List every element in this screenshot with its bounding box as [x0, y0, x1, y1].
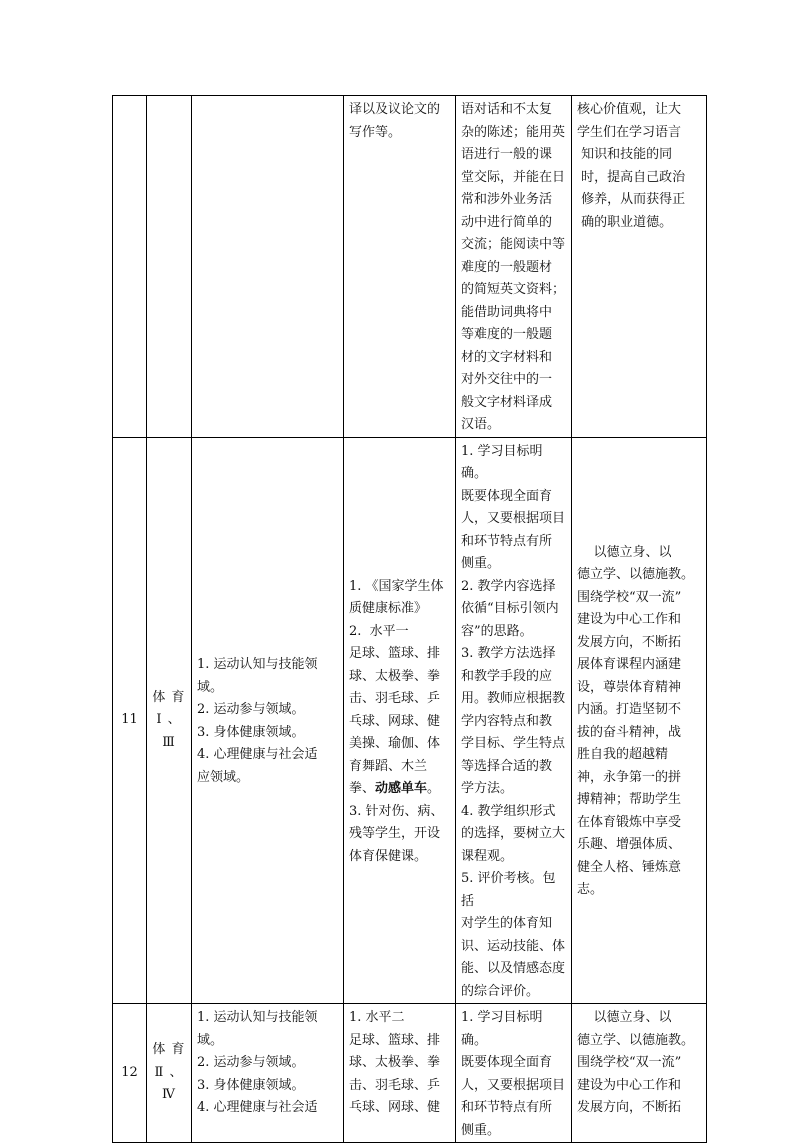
table-row	[113, 96, 707, 438]
row3-content-cell: 1. 水平二 足球、篮球、排 球、太极拳、拳 击、羽毛球、乒 乓球、网球、健	[344, 1004, 456, 1143]
row2-requirements-cell: 1. 学习目标明确。 既要体现全面育 人，又要根据项目 和环节特点有所 侧重。 2. 教学内容选择 依循“目标引领内 容”的思路。 3. 教学方法选择 和教学手段的应 用。教师应根据教 学内容特点和教 学目标、学生特点 等选择合适的教 学方法。 4. 教学组织形式 的选择，要树立大 课程观。 5. 评价考核。包括 对学生的体育知 识、运动技能、体 能、以及情感态度 的综合评价。	[456, 437, 572, 1004]
row2-course-name: 体 育 Ⅰ 、 Ⅲ	[147, 437, 192, 1004]
row1-content-cell: 译以及议论文的 写作等。	[344, 96, 456, 438]
row2-content-text-b: 。 3. 针对伤、病、 残等学生，开设 体育保健课。	[349, 781, 444, 864]
row1-requirements-cell: 语对话和不太复 杂的陈述；能用英 语进行一般的课 堂交际，并能在日 常和涉外业务活 动中进行简单的 交流；能阅读中等 难度的一般题材 的简短英文资料； 能借助词典将中 等难度的一般题 材的文字材料和 对外交往中的一 般文字材料译成 汉语。	[456, 96, 572, 438]
row3-requirements-cell: 1. 学习目标明确。 既要体现全面育 人，又要根据项目 和环节特点有所 侧重。	[456, 1004, 572, 1143]
row2-content-bold: 动感单车	[375, 781, 428, 796]
row1-ideology-cell: 核心价值观，让大 学生们在学习语言 知识和技能的同 时，提高自己政治 修养，从而获得正 确的职业道德。	[572, 96, 707, 438]
row3-goals-cell: 1. 运动认知与技能领 域。 2. 运动参与领域。 3. 身体健康领域。 4. 心理健康与社会适	[192, 1004, 344, 1143]
row3-course-name: 体 育 Ⅱ 、 Ⅳ	[147, 1004, 192, 1143]
course-table	[112, 95, 707, 1143]
row2-content-cell	[344, 437, 456, 1004]
row2-content-text-a: 1. 《国家学生体 质健康标准》 2. 水平一 足球、篮球、排 球、太极拳、拳 击、羽毛球、乒 乓球、网球、健 美操、瑜伽、体 育舞蹈、木兰拳、	[349, 578, 444, 796]
row2-goals-cell: 1. 运动认知与技能领 域。 2. 运动参与领域。 3. 身体健康领域。 4. 心理健康与社会适 应领域。	[192, 437, 344, 1004]
row2-ideology-cell: 以德立身、以 德立学、以德施教。 围绕学校“双一流” 建设为中心工作和 发展方向，不断拓 展体育课程内涵建 设，尊崇体育精神 内涵。打造坚韧不 拔的奋斗精神，战 胜自我的超越精 神，永争第一的拼 搏精神；帮助学生 在体育锻炼中享受 乐趣、增强体质、 健全人格、锤炼意 志。	[572, 437, 707, 1004]
row3-ideology-cell: 以德立身、以 德立学、以德施教。 围绕学校“双一流” 建设为中心工作和 发展方向，不断拓	[572, 1004, 707, 1143]
row1-num-cell	[113, 96, 147, 438]
row2-num-cell: 11	[113, 437, 147, 1004]
table-row	[113, 437, 707, 1004]
row1-name-cell	[147, 96, 192, 438]
row3-num-cell: 12	[113, 1004, 147, 1143]
row1-goals-cell	[192, 96, 344, 438]
